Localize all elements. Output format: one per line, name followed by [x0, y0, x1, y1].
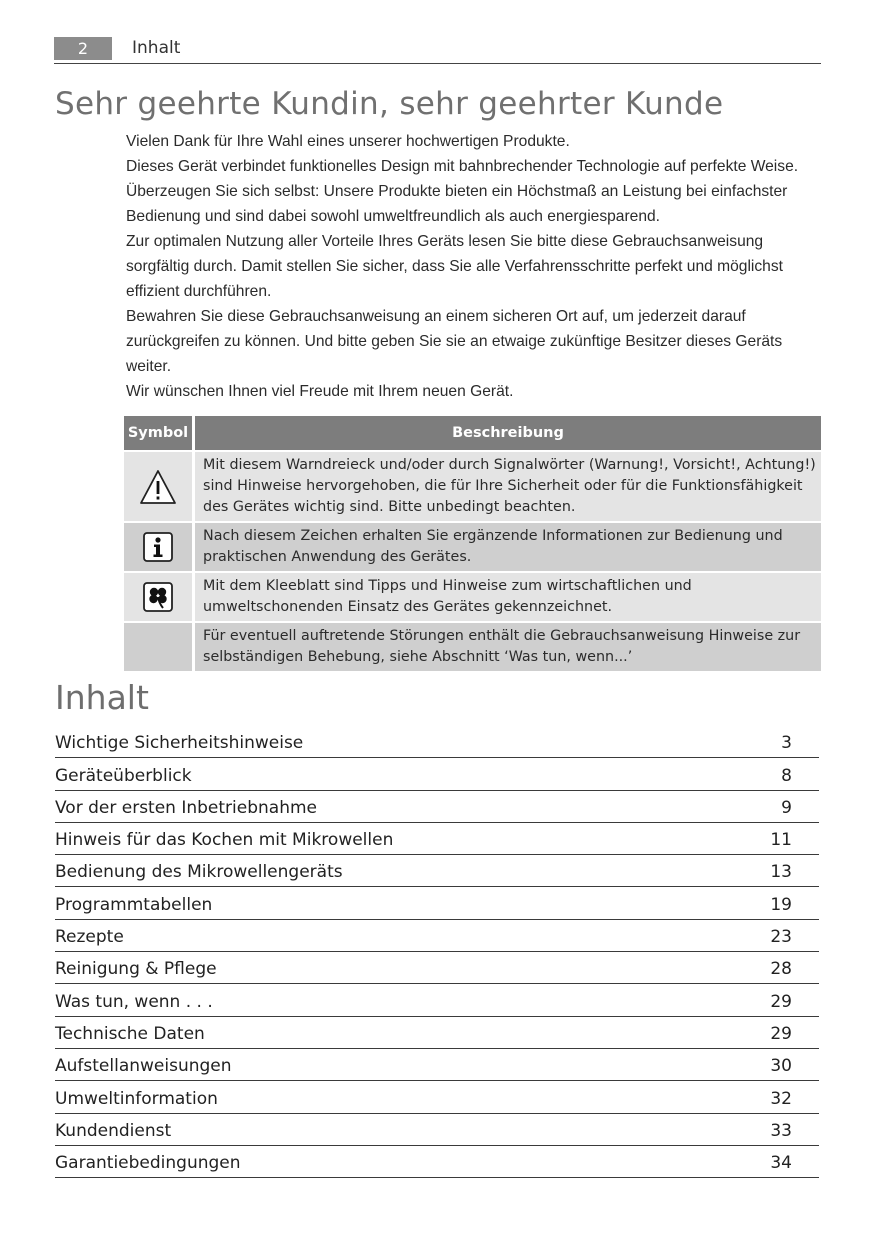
toc-item-page: 8: [781, 765, 792, 786]
toc-item[interactable]: [55, 952, 819, 984]
symbol-table: [124, 414, 821, 673]
toc-item-page: 34: [770, 1153, 792, 1174]
intro-paragraph: Dieses Gerät verbindet funktionelles Design mit bahnbrechender Technologie auf perfekte Weise. Überzeugen Sie sich selbst: Unsere Produkte bieten ein Höchstmaß an Leistung bei einfachster Bedienung und sind dabei sowohl umweltfreundlich als auch energiesparend.: [126, 158, 799, 225]
table-row: [124, 573, 821, 621]
toc-item[interactable]: [55, 1146, 819, 1178]
toc-item-label: Kundendienst: [55, 1120, 172, 1141]
toc-item-label: Rezepte: [55, 927, 124, 948]
toc-item[interactable]: [55, 823, 819, 855]
toc-item[interactable]: [55, 984, 819, 1016]
table-row: [124, 623, 821, 671]
toc-item-label: Vor der ersten Inbetriebnahme: [55, 797, 318, 818]
toc-item-label: Wichtige Sicherheitshinweise: [55, 733, 304, 754]
symbol-cell: [124, 623, 195, 671]
symbol-description: Mit diesem Warndreieck und/oder durch Signalwörter (Warnung!, Vorsicht!, Achtung!) sind Hinweise hervorgehoben, die für Ihre Sicherheit oder für die Funktionsfähigkeit des Gerätes wichtig sind. Bitte unbedingt beachten.: [195, 452, 821, 521]
toc-item-label: Umweltinformation: [55, 1088, 218, 1109]
toc-item[interactable]: [55, 1114, 819, 1146]
toc-item[interactable]: [55, 1081, 819, 1113]
toc-item-page: 29: [770, 1023, 792, 1044]
toc-item-page: 28: [770, 959, 792, 980]
intro-paragraph: Vielen Dank für Ihre Wahl eines unserer hochwertigen Produkte.: [126, 133, 570, 150]
toc-item-page: 32: [770, 1088, 792, 1109]
page-number: 2: [54, 37, 112, 60]
table-row: [124, 523, 821, 571]
symbol-description: Für eventuell auftretende Störungen enthält die Gebrauchsanweisung Hinweise zur selbständigen Behebung, siehe Abschnitt ‘Was tun, wenn...’: [195, 623, 821, 671]
toc-item-label: Reinigung & Pflege: [55, 959, 217, 980]
toc-item-label: Technische Daten: [55, 1023, 205, 1044]
toc-item-page: 23: [770, 927, 792, 948]
info-icon: [143, 532, 173, 562]
toc-item-label: Hinweis für das Kochen mit Mikrowellen: [55, 830, 394, 851]
toc-item-page: 30: [770, 1056, 792, 1077]
toc-item[interactable]: [55, 920, 819, 952]
table-row: [124, 452, 821, 521]
toc-item-label: Bedienung des Mikrowellengeräts: [55, 862, 343, 883]
toc-item-label: Was tun, wenn . . .: [55, 991, 213, 1012]
toc-item-page: 9: [781, 797, 792, 818]
greeting-heading: Sehr geehrte Kundin, sehr geehrter Kunde: [55, 86, 724, 122]
cloverleaf-icon: [143, 582, 173, 612]
intro-paragraph: Bewahren Sie diese Gebrauchsanweisung an einem sicheren Ort auf, um jederzeit darauf zurückgreifen zu können. Und bitte geben Sie sie an etwaige zukünftige Besitzer dieses Geräts weiter.: [126, 308, 783, 375]
toc-item-label: Garantiebedingungen: [55, 1153, 241, 1174]
toc-item[interactable]: [55, 1017, 819, 1049]
symbol-description: Nach diesem Zeichen erhalten Sie ergänzende Informationen zur Bedienung und praktischen Anwendung des Gerätes.: [195, 523, 821, 571]
page-header: [54, 36, 821, 64]
toc-item-page: 29: [770, 991, 792, 1012]
description-column-header: Beschreibung: [195, 416, 821, 450]
toc-item-label: Geräteüberblick: [55, 765, 192, 786]
toc-item-page: 11: [770, 830, 792, 851]
toc-item-page: 13: [770, 862, 792, 883]
intro-paragraph: Wir wünschen Ihnen viel Freude mit Ihrem neuen Gerät.: [126, 383, 514, 400]
toc-item[interactable]: [55, 855, 819, 887]
symbol-cell: [124, 523, 195, 571]
header-title: Inhalt: [132, 38, 181, 58]
toc-item[interactable]: [55, 726, 819, 758]
toc-item-page: 3: [781, 733, 792, 754]
warning-triangle-icon: [138, 468, 178, 506]
toc-item[interactable]: [55, 887, 819, 919]
toc-item[interactable]: [55, 758, 819, 790]
symbol-cell: [124, 573, 195, 621]
toc-item[interactable]: [55, 791, 819, 823]
toc-item-page: 19: [770, 894, 792, 915]
symbol-column-header: Symbol: [124, 416, 195, 450]
symbol-description: Mit dem Kleeblatt sind Tipps und Hinweise zum wirtschaftlichen und umweltschonenden Einsatz des Gerätes gekennzeichnet.: [195, 573, 821, 621]
intro-paragraph: Zur optimalen Nutzung aller Vorteile Ihres Geräts lesen Sie bitte diese Gebrauchsanweisung sorgfältig durch. Damit stellen Sie sicher, dass Sie alle Verfahrensschritte perfekt und möglichst effizient durchführen.: [126, 233, 783, 300]
symbol-cell: [124, 452, 195, 521]
toc-item[interactable]: [55, 1049, 819, 1081]
toc-item-label: Programmtabellen: [55, 894, 213, 915]
table-of-contents: [55, 726, 819, 1178]
symbol-table-header: [124, 416, 821, 450]
toc-item-page: 33: [770, 1120, 792, 1141]
intro-text: [126, 129, 826, 404]
toc-item-label: Aufstellanweisungen: [55, 1056, 232, 1077]
toc-title: Inhalt: [55, 678, 149, 717]
